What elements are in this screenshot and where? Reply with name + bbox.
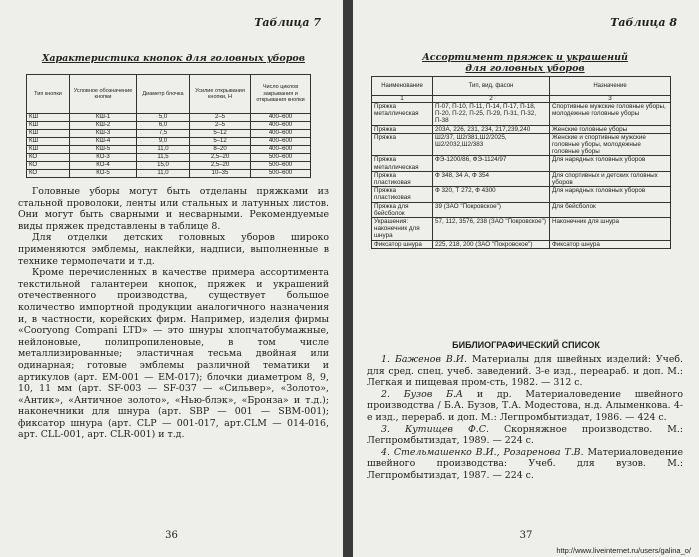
table-cell: 8–20 (190, 146, 251, 154)
table-cell: 500–600 (251, 154, 311, 162)
table-cell: Пряжка (372, 125, 433, 133)
table-cell: 39 (ЗАО "Покровское") (433, 202, 550, 217)
table-cell: Пряжка пластиковая (372, 187, 433, 202)
page-number: 36 (165, 530, 178, 541)
table-row (372, 240, 671, 248)
table-cell: 2–5 (190, 122, 251, 130)
table-cell: КШ-1 (70, 114, 137, 122)
table-8-title-line-2: для головных уборов (465, 63, 585, 74)
table-cell: КШ-5 (70, 146, 137, 154)
table-row (372, 103, 671, 126)
index-cell: 3 (550, 96, 671, 103)
table-cell: 5–12 (190, 130, 251, 138)
table-cell: Для спортивных и детских головных уборов (550, 171, 671, 186)
header-cell: Усилие открывания кнопки, Н (190, 75, 251, 114)
table-cell: 10–35 (190, 170, 251, 178)
table-cell: 5–12 (190, 138, 251, 146)
table-cell: 11,0 (137, 170, 190, 178)
header-cell: Тип, вид, фасон (433, 77, 550, 96)
table-cell: 203А, 226, 231, 234, 217,239,240 (433, 125, 550, 133)
table-row (27, 114, 311, 122)
table-cell: Пряжка металлическая (372, 156, 433, 171)
table-row (27, 146, 311, 154)
table-cell: 2–5 (190, 114, 251, 122)
table-cell: Женские головные уборы (550, 125, 671, 133)
bib-text: Скорняжное производство. М.: Легпромбытиздат, 1989. — 224 с. (367, 423, 683, 447)
table-cell: Наконечник для шнура (550, 218, 671, 241)
header-cell: Наименование (372, 77, 433, 96)
table-cell: Для нарядных головных уборов (550, 156, 671, 171)
table-cell: 5,0 (137, 114, 190, 122)
table-cell: КО (27, 162, 70, 170)
header-cell: Число циклов закрывания и открывания кнопки (251, 75, 311, 114)
table-cell: Спортивные мужские головные уборы, молодежные головные уборы (550, 103, 671, 126)
table-cell: 9,0 (137, 138, 190, 146)
table-row (372, 187, 671, 202)
header-cell: Диаметр блочка (137, 75, 190, 114)
bib-text: и др. Материаловедение швейного производства / Б.А. Бузов, Т.А. Модестова, н.д. Алыменкова. 4-е изд., перераб. и доп. М.: Легпромбытиздат, 1986. — 424 с. (367, 388, 684, 423)
bibliography-heading: БИБЛИОГРАФИЧЕСКИЙ СПИСОК (452, 340, 600, 350)
table-cell: КШ (27, 146, 70, 154)
table-cell: П-07, П-10, П-11, П-14, П-17, П-18, П-20, П-22, П-25, П-29, П-31, П-32, П-38 (433, 103, 550, 126)
bib-author: 2. Бузов Б.А (381, 388, 464, 400)
bib-author: 1. Баженов В.И. (381, 354, 467, 365)
left-body-text (18, 186, 329, 441)
table-cell: КШ (27, 130, 70, 138)
table-cell: КО-4 (70, 162, 137, 170)
table-cell: КШ-2 (70, 122, 137, 130)
table-cell: Женские и спортивные мужские головные уборы, молодежные головные уборы (550, 133, 671, 156)
table-cell: КО-3 (70, 154, 137, 162)
bib-entry (367, 447, 683, 482)
table-cell: Фиксатор шнура (550, 240, 671, 248)
table-cell: 400–600 (251, 146, 311, 154)
table-cell: 2,5–20 (190, 154, 251, 162)
header-cell: Назначение (550, 77, 671, 96)
table-cell: 400–600 (251, 138, 311, 146)
table-row (372, 156, 671, 171)
table-8-title-line-1: Ассортимент пряжек и украшений (422, 52, 628, 63)
bib-entry (367, 354, 683, 389)
bibliography-list (367, 354, 683, 482)
table-row (27, 122, 311, 130)
table-row (27, 130, 311, 138)
table-cell: ФЭ-1200/86, ФЭ-1124/97 (433, 156, 550, 171)
table-8-title (367, 52, 683, 74)
table-cell: 11,5 (137, 154, 190, 162)
header-cell: Условное обозначение кнопки (70, 75, 137, 114)
table-cell: КО-5 (70, 170, 137, 178)
table-cell: Для нарядных головных уборов (550, 187, 671, 202)
table-cell: Пряжка металлическая (372, 103, 433, 126)
bib-author: 3. Кутищев Ф.С. (381, 423, 489, 435)
table-cell: Фиксатор шнура (372, 240, 433, 248)
table-row (372, 133, 671, 156)
table-cell: 400–600 (251, 122, 311, 130)
table-row (372, 125, 671, 133)
bib-text: Материаловедение швейного производства: Учеб. для вузов. М.: Легпромбытиздат, 1987. — 224 с. (367, 446, 683, 481)
table-8-number: Таблица 8 (610, 16, 677, 29)
table-row (372, 218, 671, 241)
bib-text: Материалы для швейных изделий: Учеб. для сред. спец. учеб. заведений. 3-е изд., переараб. и доп. М.: Легкая и пищевая пром-сть, 1982. — 312 с. (367, 354, 683, 389)
table-row (27, 170, 311, 178)
table-cell: КО (27, 154, 70, 162)
table-cell: КШ (27, 122, 70, 130)
table-row (27, 162, 311, 170)
table-cell: Пряжка для бейсболок (372, 202, 433, 217)
right-page (353, 0, 699, 557)
table-cell: Для бейсболок (550, 202, 671, 217)
table-cell: 11,0 (137, 146, 190, 154)
page-number: 37 (519, 530, 533, 541)
table-cell: 2,5–20 (190, 162, 251, 170)
left-page (0, 0, 343, 557)
bib-entry (367, 424, 683, 447)
table-cell: Пряжка пластиковая (372, 171, 433, 186)
table-cell: Пряжка (372, 133, 433, 156)
table-cell: Ф 320, Т 272, Ф 4300 (433, 187, 550, 202)
paragraph: Для отделки детских головных уборов широко применяются эмблемы, наклейки, надписи, выполненные в технике термопечати и т.д. (18, 232, 329, 267)
table-row (27, 138, 311, 146)
table-7-number: Таблица 7 (254, 16, 321, 29)
table-row (27, 154, 311, 162)
table-cell: КШ-3 (70, 130, 137, 138)
source-url: http://www.liveinternet.ru/users/galina_o/ (556, 546, 691, 555)
table-cell: 400–600 (251, 114, 311, 122)
buttons-table (26, 74, 311, 178)
table-cell: КШ (27, 138, 70, 146)
table-cell: КО (27, 170, 70, 178)
table-cell: 15,0 (137, 162, 190, 170)
bib-author: 4. Стельмашенко В.И., Розаренова Т.В. (381, 446, 584, 458)
paragraph: Кроме перечисленных в качестве примера ассортимента текстильной галантереи кнопок, пряжек и украшений отечественного производства, существует большое количество импортной продукции аналогичного назначения и, в частности, корейских фирм. Например, изделия фирмы «Cooryong Compani LTD» — это шнуры хлопчатобумажные, нейлоновые, полипропиленовые, в том числе металлизированные; эластичная тесьма двойная или одинарная; готовые эмблемы различной тематики и артикулов (арт. ЕМ-001 — ЕМ-017); блочки диаметром 8, 9, 10, 11 мм (арт. SF-003 — SF-037 — «Сильвер», «Золото», «Антик», «Античное золото», «Нью-блэк», «Бронза» и т.д.); наконечники для шнура (арт. SBP — 001 — SBM-001); фиксатор шнура (арт. CLP — 001-017, арт.CLM — 014-016, арт. CLL-001, арт. CLR-001) и т.д. (18, 267, 329, 441)
table-cell: 500–600 (251, 170, 311, 178)
table-row (372, 202, 671, 217)
table-row (372, 171, 671, 186)
table-cell: КШ-4 (70, 138, 137, 146)
table-cell: 57, 112, 3576, 238 (ЗАО "Покровское") (433, 218, 550, 241)
table-cell: 400–600 (251, 130, 311, 138)
paragraph: Головные уборы могут быть отделаны пряжками из стальной проволоки, ленты или стальных и латунных листов. Они могут быть сварными и несварными. Рекомендуемые виды пряжек представлены в таблице 8. (18, 186, 329, 232)
table-cell: Ф 348, 34 А, Ф 354 (433, 171, 550, 186)
table-cell: 500–600 (251, 162, 311, 170)
index-cell: 1 (372, 96, 433, 103)
table-cell: Украшения: наконечник для шнура (372, 218, 433, 241)
table-cell: КШ (27, 114, 70, 122)
table-cell: Ш2/37, Ш2/381,Ш2/2025, Ш2/2032,Ш2/383 (433, 133, 550, 156)
table-cell: 225, 218, 200 (ЗАО "Покровское") (433, 240, 550, 248)
table-cell: 7,5 (137, 130, 190, 138)
index-cell: 2 (433, 96, 550, 103)
table-7-title: Характеристика кнопок для головных уборов (41, 53, 305, 64)
bib-entry (367, 389, 683, 424)
table-cell: 6,0 (137, 122, 190, 130)
header-cell: Тип кнопки (27, 75, 70, 114)
buckles-table (371, 76, 671, 249)
